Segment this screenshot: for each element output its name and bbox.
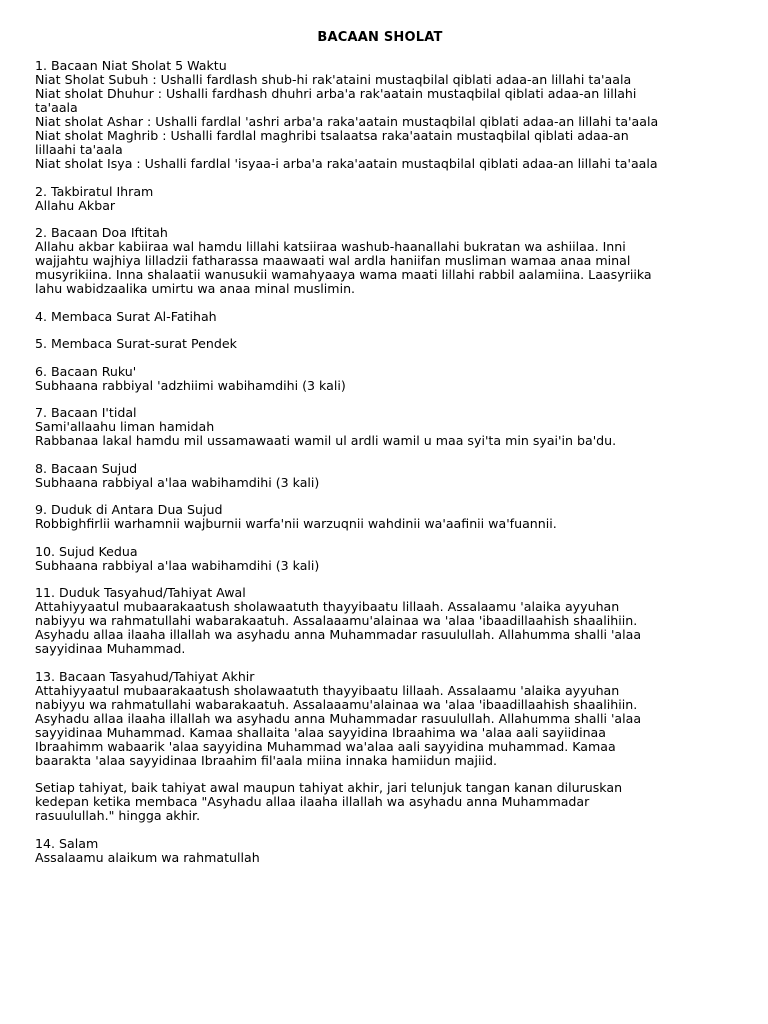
section-text-line: nabiyyu wa rahmatullahi wabarakaatuh. Assalaaamu'alainaa wa 'alaa 'ibaadillaahish shaalihiin. [35, 613, 638, 628]
document-section [35, 185, 725, 213]
document-section [35, 226, 725, 296]
section-text-line: Assalaamu alaikum wa rahmatullah [35, 849, 260, 865]
section-text-line: Subhaana rabbiyal 'adzhiimi wabihamdihi (3 kali) [35, 377, 346, 393]
document-page [35, 30, 725, 878]
document-section [35, 837, 725, 865]
document-section [35, 310, 725, 324]
section-text-line: Subhaana rabbiyal a'laa wabihamdihi (3 kali) [35, 557, 320, 573]
section-text-line: Robbighfirlii warhamnii wajburnii warfa'nii warzuqnii wahdinii wa'aafinii wa'fuannii. [35, 516, 557, 531]
section-heading: 14. Salam [35, 835, 99, 851]
section-text-line: Sami'allaahu liman hamidah [35, 419, 215, 434]
section-text-line: lillaahi ta'aala [35, 142, 123, 157]
section-text-line: ta'aala [35, 100, 78, 115]
section-text-line: Rabbanaa lakal hamdu mil ussamawaati wamil ul ardli wamil u maa syi'ta min syai'in ba'du. [35, 433, 617, 448]
section-heading: 1. Bacaan Niat Sholat 5 Waktu [35, 58, 227, 73]
document-section [35, 545, 725, 573]
section-text-line: Allahu akbar kabiiraa wal hamdu lillahi katsiiraa washub-haanallahi bukratan wa ashiilaa. Inni [35, 239, 626, 254]
section-text-line: Niat Sholat Subuh : Ushalli fardlash shub-hi rak'ataini mustaqbilal qiblati adaa-an lillahi ta'aala [35, 72, 632, 87]
section-text-line: lahu wabidzaalika umirtu wa anaa minal muslimin. [35, 281, 356, 296]
section-text-line: musyrikiina. Inna shalaatii wanusukii wamahyaaya wama maati lillahi rabbil aalamiina. Laasyriika [35, 267, 652, 282]
section-heading: 13. Bacaan Tasyahud/Tahiyat Akhir [35, 668, 255, 684]
document-section [35, 586, 725, 656]
document-section [35, 670, 725, 768]
section-text-line: Asyhadu allaa ilaaha illallah wa asyhadu anna Muhammadar rasuulullah. Allahumma shalli 'alaa [35, 710, 642, 726]
section-heading: 11. Duduk Tasyahud/Tahiyat Awal [35, 585, 246, 600]
document-section [35, 365, 725, 393]
section-text-line: Allahu Akbar [35, 197, 116, 213]
section-heading: 5. Membaca Surat-surat Pendek [35, 336, 237, 351]
section-text-line: nabiyyu wa rahmatullahi wabarakaatuh. Assalaaamu'alainaa wa 'alaa 'ibaadillaahish shaalihiin. [35, 696, 638, 712]
document-section [35, 59, 725, 171]
document-body [35, 59, 725, 865]
section-text-line: Niat sholat Ashar : Ushalli fardlal 'ashri arba'a raka'aatain mustaqbilal qiblati adaa-an lillahi ta'aala [35, 114, 659, 129]
section-heading: Setiap tahiyat, baik tahiyat awal maupun tahiyat akhir, jari telunjuk tangan kanan diluruskan [35, 780, 623, 795]
section-text-line: Attahiyyaatul mubaarakaatush sholawaatuth thayyibaatu lillaah. Assalaamu 'alaika ayyuhan [35, 599, 620, 614]
document-section [35, 462, 725, 490]
section-heading: 6. Bacaan Ruku' [35, 363, 137, 379]
section-text-line: sayyidinaa Muhammad. Kamaa shallaita 'alaa sayyidina Ibraahima wa 'alaa aali sayiidinaa [35, 724, 606, 740]
section-heading: 4. Membaca Surat Al-Fatihah [35, 308, 217, 324]
section-text-line: Attahiyyaatul mubaarakaatush sholawaatuth thayyibaatu lillaah. Assalaamu 'alaika ayyuhan [35, 682, 620, 698]
section-text-line: baarakta 'alaa sayyidinaa Ibraahim fil'aala miina innaka hamiidun majiid. [35, 752, 497, 768]
section-heading: 10. Sujud Kedua [35, 543, 138, 559]
document-title: BACAAN SHOLAT [317, 30, 443, 45]
section-text-line: kedepan ketika membaca "Asyhadu allaa ilaaha illallah wa asyhadu anna Muhammadar [35, 794, 590, 809]
document-section [35, 781, 725, 823]
section-text-line: Subhaana rabbiyal a'laa wabihamdihi (3 kali) [35, 474, 320, 490]
section-text-line: rasuulullah." hingga akhir. [35, 808, 201, 823]
section-text-line: wajjahtu wajhiya lilladzii fatharassa maawaati wal ardla haniifan musliman wamaa anaa minal [35, 253, 631, 268]
section-text-line: Niat sholat Dhuhur : Ushalli fardhash dhuhri arba'a rak'aatain mustaqbilal qiblati adaa-an lillahi [35, 86, 637, 101]
section-text-line: Niat sholat Maghrib : Ushalli fardlal maghribi tsalaatsa raka'aatain mustaqbilal qiblati adaa-an [35, 128, 629, 143]
document-section [35, 503, 725, 531]
section-heading: 9. Duduk di Antara Dua Sujud [35, 502, 223, 517]
section-heading: 8. Bacaan Sujud [35, 460, 138, 476]
section-text-line: Ibraahimm wabaarik 'alaa sayyidina Muhammad wa'alaa aali sayyidina muhammad. Kamaa [35, 738, 616, 754]
section-heading: 2. Takbiratul Ihram [35, 183, 154, 199]
section-heading: 2. Bacaan Doa Iftitah [35, 225, 168, 240]
section-text-line: Asyhadu allaa ilaaha illallah wa asyhadu anna Muhammadar rasuulullah. Allahumma shalli 'alaa [35, 627, 642, 642]
document-section [35, 406, 725, 448]
section-text-line: sayyidinaa Muhammad. [35, 641, 186, 656]
document-section [35, 337, 725, 351]
section-heading: 7. Bacaan I'tidal [35, 405, 137, 420]
section-text-line: Niat sholat Isya : Ushalli fardlal 'isyaa-i arba'a raka'aatain mustaqbilal qiblati adaa-an lillahi ta'aala [35, 156, 658, 171]
